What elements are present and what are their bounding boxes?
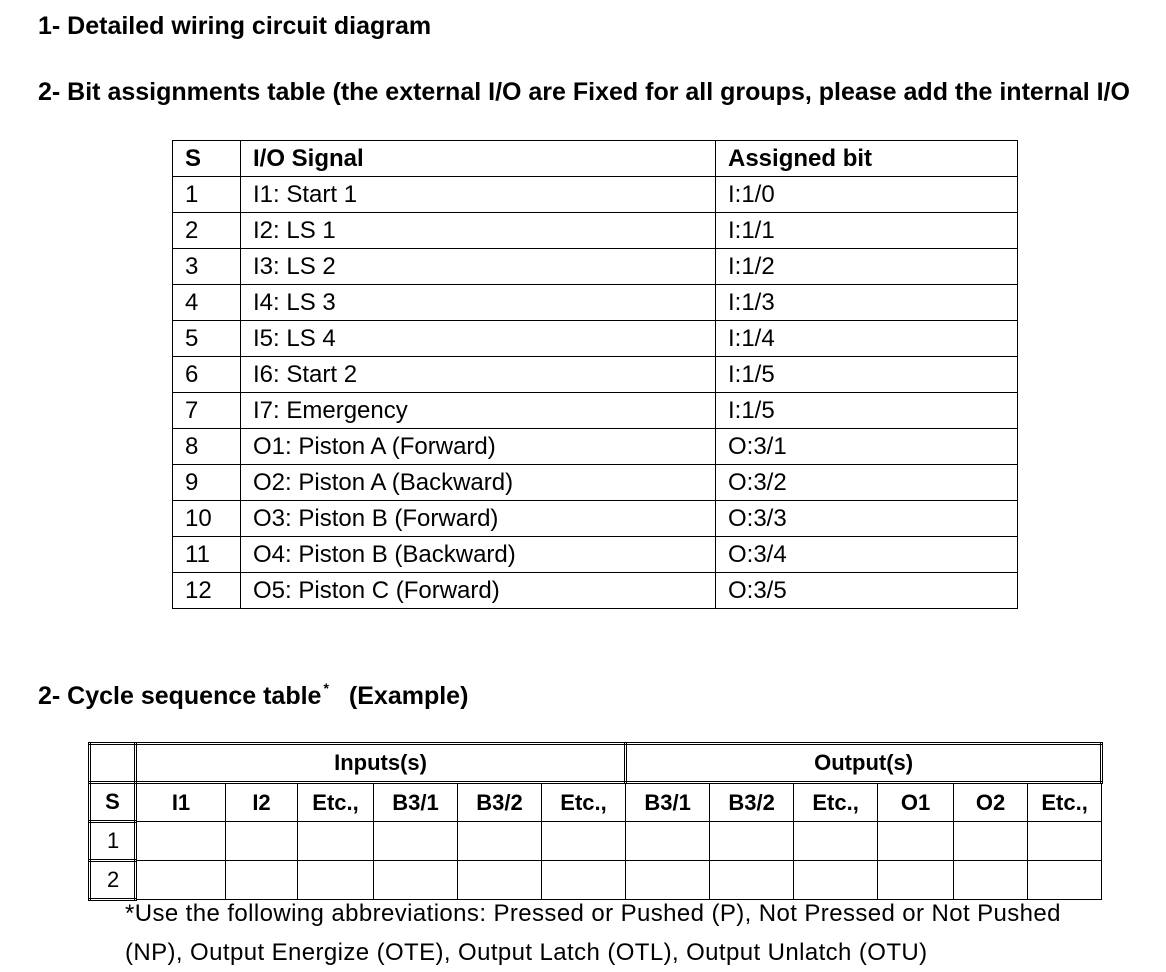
bit-table-header-row xyxy=(173,141,1018,177)
cycle-heading xyxy=(38,680,468,711)
cycle-table-row xyxy=(90,822,1102,861)
bit-table-row xyxy=(173,321,1018,357)
cycle-cell xyxy=(626,822,710,861)
bit-row-bit: I:1/5 xyxy=(716,393,1018,429)
cycle-column-header: B3/1 xyxy=(626,783,710,822)
cycle-cell xyxy=(136,822,226,861)
cycle-column-header: I2 xyxy=(226,783,298,822)
bit-row-s: 12 xyxy=(173,573,241,609)
bit-row-signal: I5: LS 4 xyxy=(241,321,716,357)
cycle-heading-suffix: (Example) xyxy=(348,682,469,710)
bit-row-bit: I:1/0 xyxy=(716,177,1018,213)
bit-row-signal: I2: LS 1 xyxy=(241,213,716,249)
cycle-column-header: Etc., xyxy=(298,783,374,822)
bit-assignments-heading: 2- Bit assignments table (the external I/O are Fixed for all groups, please add the internal I/O xyxy=(38,78,1130,106)
cycle-column-header-row xyxy=(90,783,1102,822)
cycle-sequence-table xyxy=(88,742,1103,901)
cycle-row-s: 1 xyxy=(90,822,136,861)
bit-row-bit: I:1/5 xyxy=(716,357,1018,393)
bit-table-row xyxy=(173,357,1018,393)
cycle-cell xyxy=(298,822,374,861)
cycle-footnote-marker: * xyxy=(323,680,329,696)
outputs-group-header: Output(s) xyxy=(626,744,1102,783)
cycle-column-header: Etc., xyxy=(542,783,626,822)
abbreviations-footnote xyxy=(125,894,1155,972)
cycle-column-header: O2 xyxy=(954,783,1028,822)
bit-table-row xyxy=(173,177,1018,213)
bit-row-signal: O4: Piston B (Backward) xyxy=(241,537,716,573)
cycle-column-header: S xyxy=(90,783,136,822)
bit-row-signal: O1: Piston A (Forward) xyxy=(241,429,716,465)
bit-row-s: 3 xyxy=(173,249,241,285)
bit-row-bit: O:3/2 xyxy=(716,465,1018,501)
bit-assignments-table xyxy=(172,140,1018,609)
footnote-line-2: (NP), Output Energize (OTE), Output Latch (OTL), Output Unlatch (OTU) xyxy=(125,939,928,966)
bit-row-signal: I3: LS 2 xyxy=(241,249,716,285)
cycle-row-s: 2 xyxy=(90,861,136,900)
bit-row-bit: O:3/4 xyxy=(716,537,1018,573)
bit-row-s: 2 xyxy=(173,213,241,249)
bit-table-body xyxy=(173,177,1018,609)
cycle-cell xyxy=(542,822,626,861)
bit-table-row xyxy=(173,213,1018,249)
bit-table-header-bit: Assigned bit xyxy=(716,141,1018,177)
bit-row-bit: O:3/3 xyxy=(716,501,1018,537)
cycle-cell xyxy=(954,822,1028,861)
bit-row-s: 8 xyxy=(173,429,241,465)
bit-row-signal: I7: Emergency xyxy=(241,393,716,429)
bit-table-row xyxy=(173,465,1018,501)
bit-table-row xyxy=(173,429,1018,465)
bit-row-bit: O:3/1 xyxy=(716,429,1018,465)
wiring-heading: 1- Detailed wiring circuit diagram xyxy=(38,12,432,40)
bit-table-row xyxy=(173,393,1018,429)
bit-row-bit: I:1/2 xyxy=(716,249,1018,285)
bit-row-bit: O:3/5 xyxy=(716,573,1018,609)
bit-row-signal: O2: Piston A (Backward) xyxy=(241,465,716,501)
bit-row-bit: I:1/3 xyxy=(716,285,1018,321)
bit-table-row xyxy=(173,285,1018,321)
bit-row-bit: I:1/1 xyxy=(716,213,1018,249)
bit-row-signal: I6: Start 2 xyxy=(241,357,716,393)
cycle-table-body xyxy=(90,744,1102,900)
bit-row-s: 5 xyxy=(173,321,241,357)
bit-table-row xyxy=(173,249,1018,285)
cycle-cell xyxy=(374,822,458,861)
inputs-group-header: Inputs(s) xyxy=(136,744,626,783)
bit-row-s: 11 xyxy=(173,537,241,573)
cycle-cell xyxy=(1028,822,1102,861)
bit-row-s: 6 xyxy=(173,357,241,393)
cycle-cell xyxy=(458,822,542,861)
bit-row-s: 9 xyxy=(173,465,241,501)
bit-row-bit: I:1/4 xyxy=(716,321,1018,357)
bit-row-signal: O3: Piston B (Forward) xyxy=(241,501,716,537)
bit-table-header-s: S xyxy=(173,141,241,177)
cycle-cell xyxy=(226,822,298,861)
cycle-cell xyxy=(794,822,878,861)
cycle-column-header: O1 xyxy=(878,783,954,822)
bit-row-s: 10 xyxy=(173,501,241,537)
footnote-line-1: *Use the following abbreviations: Pressed or Pushed (P), Not Pressed or Not Pushed xyxy=(125,900,1061,927)
cycle-cell xyxy=(710,822,794,861)
cycle-column-header: B3/2 xyxy=(458,783,542,822)
cycle-column-header: B3/2 xyxy=(710,783,794,822)
bit-table-row xyxy=(173,573,1018,609)
bit-row-s: 4 xyxy=(173,285,241,321)
cycle-column-header: B3/1 xyxy=(374,783,458,822)
bit-row-s: 7 xyxy=(173,393,241,429)
bit-table-header-signal: I/O Signal xyxy=(241,141,716,177)
cycle-heading-text: 2- Cycle sequence table xyxy=(38,682,322,710)
bit-row-signal: I1: Start 1 xyxy=(241,177,716,213)
bit-row-s: 1 xyxy=(173,177,241,213)
cycle-cell xyxy=(878,822,954,861)
bit-row-signal: O5: Piston C (Forward) xyxy=(241,573,716,609)
cycle-group-row xyxy=(90,744,1102,783)
cycle-column-header: I1 xyxy=(136,783,226,822)
cycle-column-header: Etc., xyxy=(1028,783,1102,822)
bit-row-signal: I4: LS 3 xyxy=(241,285,716,321)
cycle-corner-cell xyxy=(90,744,136,783)
bit-table-row xyxy=(173,501,1018,537)
bit-table-row xyxy=(173,537,1018,573)
cycle-column-header: Etc., xyxy=(794,783,878,822)
